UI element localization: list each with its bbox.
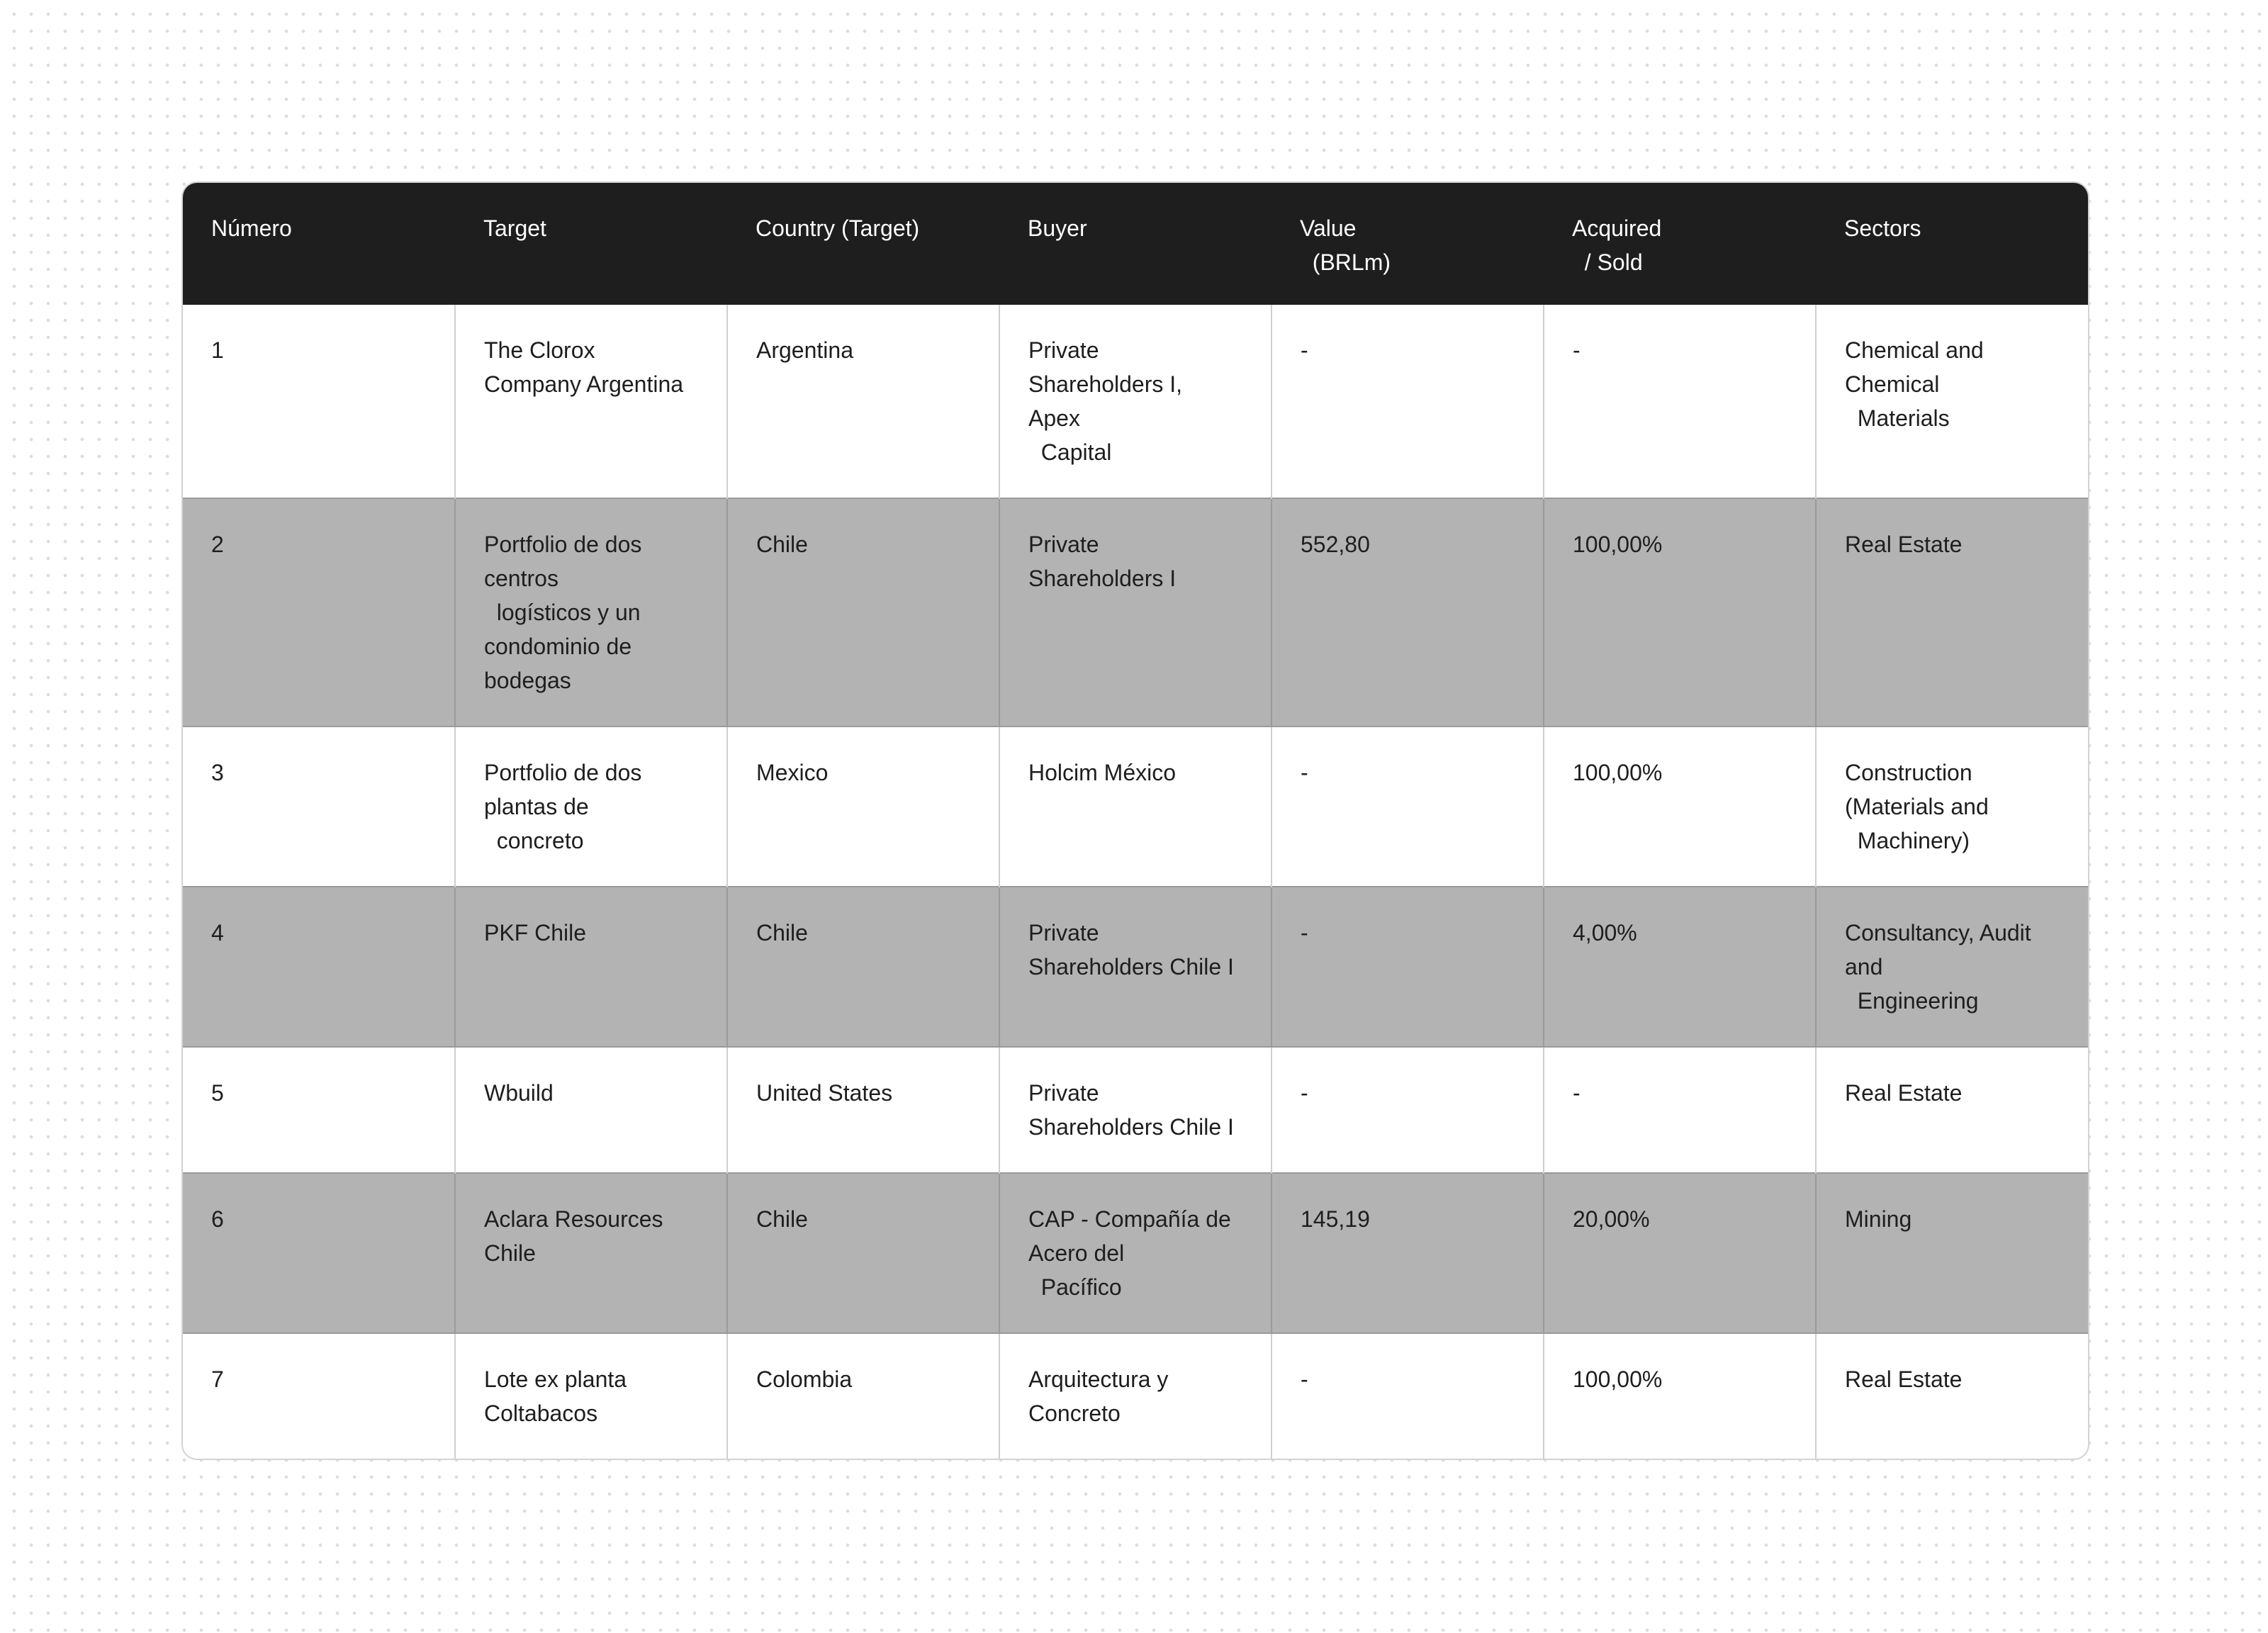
- transactions-table: [183, 183, 2088, 1459]
- cell-sectors: Real Estate: [1816, 498, 2088, 726]
- cell-numero: 3: [183, 726, 455, 887]
- cell-numero: 1: [183, 305, 455, 498]
- ma-transactions-table: [181, 181, 2089, 1460]
- cell-value: -: [1271, 1047, 1544, 1173]
- cell-numero: 2: [183, 498, 455, 726]
- cell-buyer: CAP - Compañía de Acero del Pacífico: [999, 1173, 1271, 1333]
- table-row: [183, 498, 2088, 726]
- column-header-buyer: Buyer: [999, 183, 1271, 305]
- cell-value: 552,80: [1271, 498, 1544, 726]
- cell-acquired-sold: -: [1544, 305, 1816, 498]
- table-row: [183, 726, 2088, 887]
- cell-sectors: Real Estate: [1816, 1333, 2088, 1459]
- cell-value: -: [1271, 1333, 1544, 1459]
- cell-value: -: [1271, 305, 1544, 498]
- column-header-country: Country (Target): [727, 183, 999, 305]
- column-header-sectors: Sectors: [1816, 183, 2088, 305]
- table-row: [183, 305, 2088, 498]
- cell-acquired-sold: 4,00%: [1544, 887, 1816, 1047]
- cell-value: 145,19: [1271, 1173, 1544, 1333]
- cell-target: Wbuild: [455, 1047, 727, 1173]
- cell-value: -: [1271, 887, 1544, 1047]
- cell-acquired-sold: 20,00%: [1544, 1173, 1816, 1333]
- table-header: [183, 183, 2088, 305]
- cell-sectors: Construction (Materials and Machinery): [1816, 726, 2088, 887]
- column-header-value: Value (BRLm): [1271, 183, 1544, 305]
- table-row: [183, 1333, 2088, 1459]
- cell-numero: 6: [183, 1173, 455, 1333]
- cell-sectors: Real Estate: [1816, 1047, 2088, 1173]
- cell-acquired-sold: 100,00%: [1544, 498, 1816, 726]
- cell-target: Portfolio de dos centros logísticos y un condominio de bodegas: [455, 498, 727, 726]
- cell-sectors: Consultancy, Audit and Engineering: [1816, 887, 2088, 1047]
- table-row: [183, 1047, 2088, 1173]
- cell-numero: 7: [183, 1333, 455, 1459]
- cell-target: Aclara Resources Chile: [455, 1173, 727, 1333]
- cell-country: Chile: [727, 887, 999, 1047]
- cell-target: PKF Chile: [455, 887, 727, 1047]
- cell-numero: 4: [183, 887, 455, 1047]
- cell-buyer: Private Shareholders I: [999, 498, 1271, 726]
- column-header-target: Target: [455, 183, 727, 305]
- cell-buyer: Private Shareholders I, Apex Capital: [999, 305, 1271, 498]
- cell-buyer: Private Shareholders Chile I: [999, 887, 1271, 1047]
- cell-country: Chile: [727, 1173, 999, 1333]
- cell-acquired-sold: -: [1544, 1047, 1816, 1173]
- cell-country: United States: [727, 1047, 999, 1173]
- column-header-numero: Número: [183, 183, 455, 305]
- header-row: [183, 183, 2088, 305]
- cell-sectors: Mining: [1816, 1173, 2088, 1333]
- cell-acquired-sold: 100,00%: [1544, 1333, 1816, 1459]
- table-body: [183, 305, 2088, 1459]
- cell-buyer: Holcim México: [999, 726, 1271, 887]
- cell-value: -: [1271, 726, 1544, 887]
- cell-country: Colombia: [727, 1333, 999, 1459]
- cell-buyer: Private Shareholders Chile I: [999, 1047, 1271, 1173]
- cell-target: Lote ex planta Coltabacos: [455, 1333, 727, 1459]
- cell-country: Mexico: [727, 726, 999, 887]
- table-row: [183, 887, 2088, 1047]
- cell-country: Chile: [727, 498, 999, 726]
- cell-buyer: Arquitectura y Concreto: [999, 1333, 1271, 1459]
- cell-target: The Clorox Company Argentina: [455, 305, 727, 498]
- cell-acquired-sold: 100,00%: [1544, 726, 1816, 887]
- cell-target: Portfolio de dos plantas de concreto: [455, 726, 727, 887]
- cell-sectors: Chemical and Chemical Materials: [1845, 337, 1984, 431]
- cell-country: Argentina: [727, 305, 999, 498]
- table-row: [183, 1173, 2088, 1333]
- column-header-acquired-sold: Acquired / Sold: [1544, 183, 1816, 305]
- cell-numero: 5: [183, 1047, 455, 1173]
